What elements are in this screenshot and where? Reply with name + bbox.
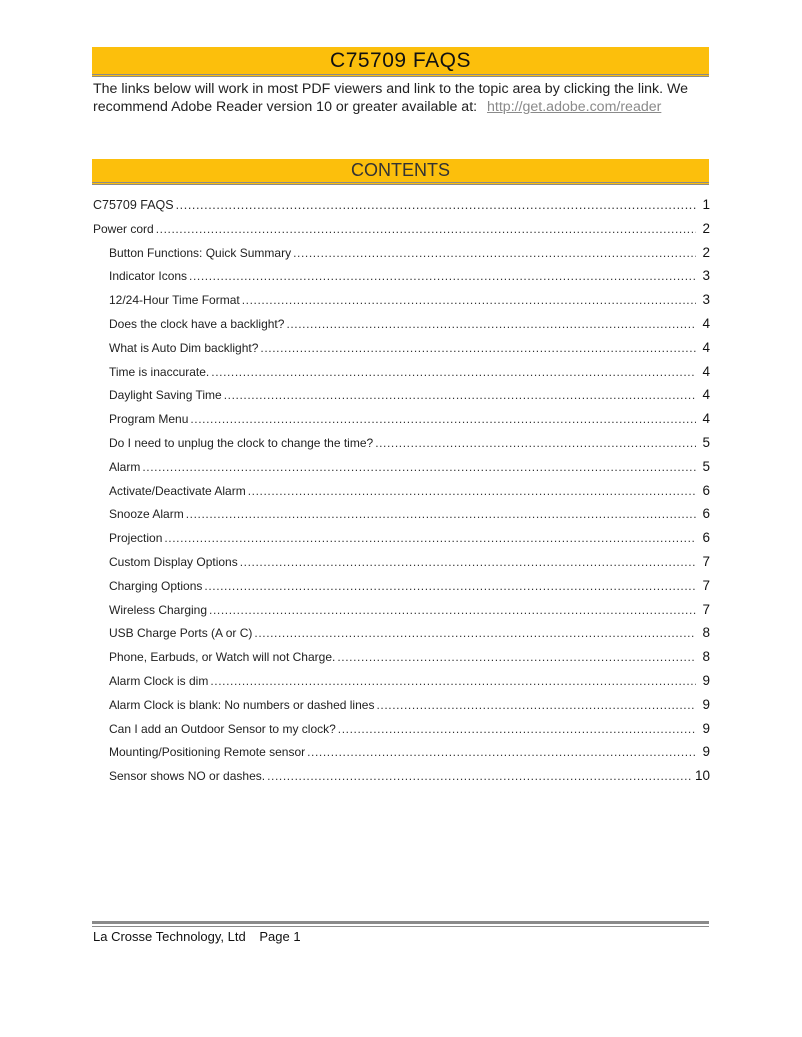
footer-divider-thin [92,926,709,927]
toc-leader-dots [254,626,696,640]
toc-entry[interactable] [93,245,710,269]
toc-leader-dots [337,650,696,664]
toc-entry-label: Button Functions: Quick Summary [109,245,292,260]
intro-text: The links below will work in most PDF viewers and link to the topic area by clicking the link. We recommend Adobe Reader version 10 or greater available at: [93,81,689,115]
toc-leader-dots [211,365,696,379]
toc-entry-page: 7 [702,577,710,593]
toc-entry[interactable] [93,554,710,578]
toc-entry-label: What is Auto Dim backlight? [109,340,259,355]
toc-entry-page: 9 [702,672,710,688]
toc-entry-page: 4 [702,387,710,403]
toc-entry-page: 9 [702,744,710,760]
toc-entry[interactable] [93,411,710,435]
toc-entry[interactable] [93,721,710,745]
toc-entry[interactable] [93,316,710,340]
toc-entry-page: 1 [702,197,710,212]
page-footer [93,929,301,944]
toc-entry[interactable] [93,364,710,388]
toc-leader-dots [209,603,696,617]
toc-entry-label: Activate/Deactivate Alarm [109,483,246,498]
toc-entry-page: 3 [702,292,710,308]
toc-entry-page: 10 [694,768,710,784]
toc-entry-page: 6 [702,530,710,546]
toc-entry[interactable] [93,744,710,768]
toc-leader-dots [267,769,693,783]
toc-entry[interactable] [93,483,710,507]
toc-entry-label: Indicator Icons [109,269,188,284]
toc-entry-page: 2 [702,244,710,260]
page-title: C75709 FAQS [330,49,471,72]
toc-entry[interactable] [93,649,710,673]
toc-leader-dots [260,341,696,355]
toc-leader-dots [156,222,696,236]
toc-entry[interactable] [93,292,710,316]
toc-leader-dots [176,198,696,212]
toc-entry-page: 4 [702,411,710,427]
toc-entry[interactable] [93,602,710,626]
toc-leader-dots [204,579,696,593]
intro-paragraph [93,80,713,116]
toc-entry-page: 4 [702,363,710,379]
toc-entry-label: Power cord [93,221,154,236]
toc-entry-label: Projection [109,531,163,546]
toc-entry-label: C75709 FAQS [93,198,174,212]
toc-entry-label: Alarm Clock is dim [109,673,209,688]
toc-entry-label: Charging Options [109,578,203,593]
toc-leader-dots [375,436,696,450]
toc-entry-label: Wireless Charging [109,602,208,617]
toc-entry[interactable] [93,435,710,459]
toc-leader-dots [189,269,696,283]
toc-entry-page: 6 [702,482,710,498]
toc-leader-dots [307,745,696,759]
toc-entry-label: Does the clock have a backlight? [109,316,285,331]
toc-entry[interactable] [93,459,710,483]
toc-entry-label: Snooze Alarm [109,507,184,522]
toc-leader-dots [286,317,696,331]
toc-entry-label: Mounting/Positioning Remote sensor [109,745,306,760]
toc-entry[interactable] [93,506,710,530]
toc-entry[interactable] [93,221,710,245]
table-of-contents [93,197,710,792]
toc-entry-page: 5 [702,458,710,474]
toc-leader-dots [376,698,696,712]
toc-leader-dots [293,246,696,260]
toc-leader-dots [190,412,696,426]
toc-entry-label: Custom Display Options [109,554,238,569]
toc-leader-dots [242,293,696,307]
toc-entry[interactable] [93,197,710,221]
toc-entry-page: 8 [702,649,710,665]
toc-entry[interactable] [93,268,710,292]
toc-leader-dots [338,722,696,736]
toc-entry-label: Program Menu [109,412,189,427]
toc-entry-page: 7 [702,553,710,569]
toc-entry-label: Alarm [109,459,141,474]
toc-entry[interactable] [93,387,710,411]
toc-entry-label: Can I add an Outdoor Sensor to my clock? [109,721,336,736]
contents-banner [92,159,709,185]
toc-entry-label: Daylight Saving Time [109,388,222,403]
toc-entry[interactable] [93,530,710,554]
adobe-reader-link[interactable]: http://get.adobe.com/reader [487,99,662,115]
toc-leader-dots [210,674,696,688]
toc-entry-label: USB Charge Ports (A or C) [109,626,253,641]
toc-leader-dots [240,555,696,569]
toc-leader-dots [224,388,696,402]
toc-entry-page: 9 [702,720,710,736]
toc-entry-page: 5 [702,434,710,450]
toc-leader-dots [186,507,696,521]
toc-entry-page: 7 [702,601,710,617]
toc-entry-label: Sensor shows NO or dashes. [109,769,266,784]
toc-entry-page: 3 [702,268,710,284]
toc-entry-label: Alarm Clock is blank: No numbers or dashed lines [109,697,375,712]
toc-entry-page: 2 [702,220,710,236]
toc-entry[interactable] [93,340,710,364]
footer-company: La Crosse Technology, Ltd [93,929,246,944]
toc-entry-label: 12/24-Hour Time Format [109,293,240,308]
contents-heading: CONTENTS [351,160,450,180]
toc-leader-dots [164,531,696,545]
toc-entry-page: 6 [702,506,710,522]
toc-entry[interactable] [93,578,710,602]
toc-entry[interactable] [93,697,710,721]
toc-entry-label: Time is inaccurate. [109,364,210,379]
toc-entry[interactable] [93,625,710,649]
footer-page-number: Page 1 [259,929,301,944]
toc-entry-page: 9 [702,696,710,712]
toc-entry[interactable] [93,673,710,697]
toc-leader-dots [142,460,696,474]
footer-divider [92,921,709,924]
toc-entry-page: 4 [702,315,710,331]
toc-entry-page: 4 [702,339,710,355]
title-banner [92,47,709,77]
toc-entry[interactable] [93,768,710,792]
toc-leader-dots [248,484,696,498]
toc-entry-label: Phone, Earbuds, or Watch will not Charge. [109,650,336,665]
toc-entry-page: 8 [702,625,710,641]
toc-entry-label: Do I need to unplug the clock to change the time? [109,435,374,450]
